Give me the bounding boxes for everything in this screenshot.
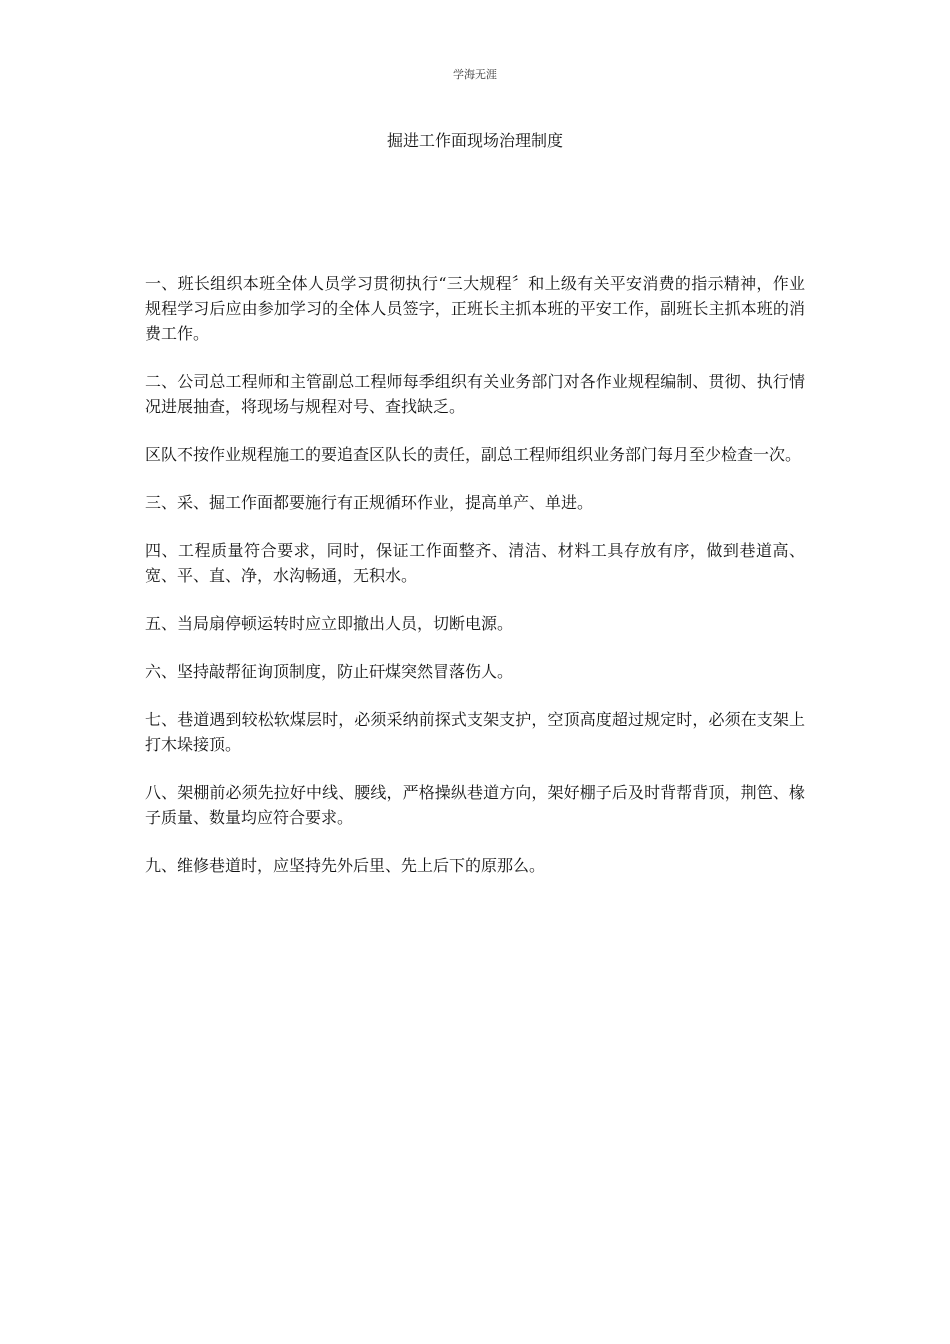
paragraph-3: 区队不按作业规程施工的要追查区队长的责任，副总工程师组织业务部门每月至少检查一次。: [145, 445, 802, 464]
paragraph-10: 九、维修巷道时，应坚持先外后里、先上后下的原那么。: [145, 856, 546, 875]
document-body: [145, 271, 805, 901]
page-header: 学海无涯: [453, 68, 497, 81]
paragraph-1: 一、班长组织本班全体人员学习贯彻执行“三大规程〞和上级有关平安消费的指示精神，作业规程学习后应由参加学习的全体人员签字，正班长主抓本班的平安工作，副班长主抓本班的消费工作。: [145, 274, 805, 343]
document-title: 掘进工作面现场治理制度: [386, 131, 563, 150]
paragraph-7: 六、坚持敲帮征询顶制度，防止矸煤突然冒落伤人。: [145, 662, 514, 681]
paragraph-5: 四、工程质量符合要求，同时，保证工作面整齐、清洁、材料工具存放有序，做到巷道高、宽、平、直、净，水沟畅通，无积水。: [145, 541, 805, 585]
paragraph-6: 五、当局扇停顿运转时应立即撤出人员，切断电源。: [145, 614, 514, 633]
paragraph-9: 八、架棚前必须先拉好中线、腰线，严格操纵巷道方向，架好棚子后及时背帮背顶，荆笆、椽子质量、数量均应符合要求。: [145, 783, 805, 827]
paragraph-8: 七、巷道遇到较松软煤层时，必须采纳前探式支架支护，空顶高度超过规定时，必须在支架上打木垛接顶。: [145, 710, 805, 754]
paragraph-4: 三、采、掘工作面都要施行有正规循环作业，提高单产、单进。: [145, 493, 594, 512]
paragraph-2: 二、公司总工程师和主管副总工程师每季组织有关业务部门对各作业规程编制、贯彻、执行情况进展抽查，将现场与规程对号、查找缺乏。: [145, 372, 805, 416]
